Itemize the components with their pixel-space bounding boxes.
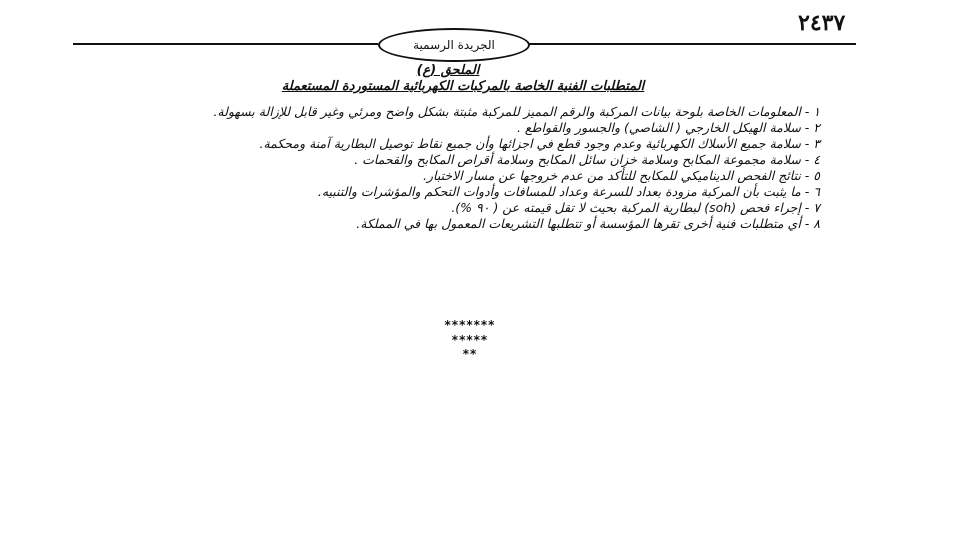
requirement-item: ٨ - أي متطلبات فنية أخرى تقرها المؤسسة أو تتطلبها التشريعات المعمول بها في المملكة. (356, 216, 820, 231)
requirements-list (112, 105, 820, 233)
publication-name: الجريدة الرسمية (413, 38, 495, 52)
page-number: ٢٤٣٧ (798, 10, 846, 36)
requirement-item: ٧ - إجراء فحص (soh) لبطارية المركبة بحيث لا تقل قيمته عن ( ٩٠ %). (451, 200, 820, 215)
requirement-item: ٥ - نتائج الفحص الديناميكي للمكابح للتأكد من عدم خروجها عن مسار الاختبار. (423, 168, 820, 183)
requirement-item: ٤ - سلامة مجموعة المكابح وسلامة خزان سائل المكابح وسلامة أقراص المكابح والقحمات . (354, 152, 820, 167)
ornament-stars-line-3: ** (462, 347, 478, 361)
requirement-item: ١ - المعلومات الخاصة بلوحة بيانات المركبة والرقم المميز للمركبة مثبتة بشكل واضح ومرئي وغير قابل للإزالة بسهولة. (213, 104, 820, 119)
requirement-item: ٣ - سلامة جميع الأسلاك الكهربائية وعدم وجود قطع في اجزائها وأن جميع نقاط توصيل البطارية آمنة ومحكمة. (259, 136, 820, 151)
requirement-item: ٦ - ما يثبت بأن المركبة مزودة بعداد للسرعة وعداد للمسافات وأدوات التحكم والمؤشرات والتنبيه. (317, 184, 820, 199)
ornament-stars-line-2: ***** (451, 333, 489, 347)
annex-title: المتطلبات الفنية الخاصة بالمركبات الكهربائية المستوردة المستعملة (281, 79, 645, 94)
ornament-stars-line-1: ******* (444, 318, 496, 332)
publication-masthead (378, 28, 530, 62)
annex-label: الملحق (ع) (416, 63, 480, 78)
header-rule-right (528, 43, 856, 45)
requirement-item: ٢ - سلامة الهيكل الخارجي ( الشاصي) والجسور والقواطع . (516, 120, 820, 135)
header-rule-left (73, 43, 378, 45)
